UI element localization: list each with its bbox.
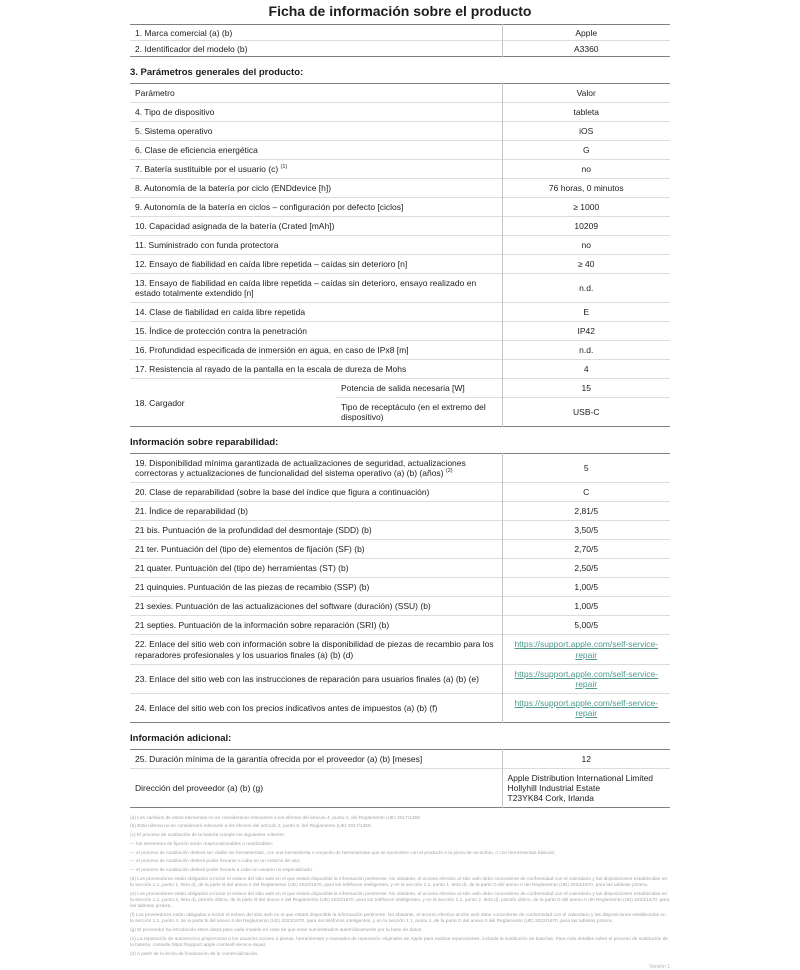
param-label: 17. Resistencia al rayado de la pantalla en la escala de dureza de Mohs [130, 360, 502, 379]
charger-subparam-value: USB-C [502, 398, 670, 427]
param-label: 21 septies. Puntuación de la información sobre reparación (SRI) (b) [130, 616, 502, 635]
charger-subparam-label: Tipo de receptáculo (en el extremo del dispositivo) [336, 398, 502, 427]
supplier-address-line: Hollyhill Industrial Estate [507, 782, 601, 793]
column-header-valor: Valor [502, 84, 670, 103]
table-row [130, 160, 670, 179]
footnote-ref: (2) [445, 468, 453, 475]
table-row [130, 25, 670, 41]
param-value: iOS [502, 122, 670, 141]
table-row [130, 664, 670, 693]
table-row [130, 217, 670, 236]
param-label: 8. Autonomía de la batería por ciclo (ENDdevice [h]) [130, 179, 502, 198]
page-title: Ficha de información sobre el producto [268, 3, 532, 19]
footnote: — el proceso de sustitución deberá ser viable sin herramientas, con una herramienta o conjunto de herramientas que se suministre con el producto o la pieza de recambio, o con herramientas básicas; [130, 850, 556, 856]
table-row [130, 360, 670, 379]
table-row [130, 141, 670, 160]
param-label: 24. Enlace del sitio web con los precios indicativos antes de impuestos (a) (b) (f) [130, 693, 502, 722]
param-value: ≥ 1000 [502, 198, 670, 217]
param-value: 2,81/5 [502, 502, 670, 521]
param-value [502, 664, 670, 693]
table-row [130, 274, 670, 303]
param-value: no [502, 160, 670, 179]
param-value: 2,50/5 [502, 559, 670, 578]
param-value: 2,70/5 [502, 540, 670, 559]
param-value: Apple [502, 25, 670, 41]
param-value: 1,00/5 [502, 597, 670, 616]
charger-row [130, 379, 670, 398]
param-label: 21. Índice de reparabilidad (b) [130, 502, 502, 521]
param-value: G [502, 141, 670, 160]
table-row [130, 635, 670, 664]
param-label: 15. Índice de protección contra la penetración [130, 322, 502, 341]
param-value [502, 635, 670, 664]
param-value: E [502, 303, 670, 322]
spare-parts-availability-link[interactable]: https://support.apple.com/self-service-repair [514, 639, 659, 660]
param-value: A3360 [502, 41, 670, 57]
table-header-row [130, 84, 670, 103]
table-row [130, 616, 670, 635]
param-label: 13. Ensayo de fiabilidad en caída libre repetida – caídas sin deterioro, ensayo realizado en estado totalmente extendido [n] [130, 274, 502, 303]
param-value: ≥ 40 [502, 255, 670, 274]
footnote: (c) El proceso de sustitución de la batería cumple los siguientes criterios: [130, 833, 285, 839]
param-label: Dirección del proveedor (a) (b) (g) [130, 768, 502, 807]
section-heading-general: 3. Parámetros generales del producto: [130, 67, 304, 79]
version-label: Versión 1 [649, 963, 670, 970]
param-label: 1. Marca comercial (a) (b) [135, 27, 233, 38]
table-row [130, 255, 670, 274]
param-value [502, 693, 670, 722]
param-value: 10209 [502, 217, 670, 236]
param-label: 18. Cargador [130, 379, 336, 427]
table-row [130, 41, 670, 57]
footnote: — el proceso de sustitución deberá poder llevarse a cabo en un entorno de uso; [130, 859, 301, 865]
param-label: 7. Batería sustituible por el usuario (c) $^{(1)}$ [130, 160, 502, 179]
table-row [130, 198, 670, 217]
param-value: 76 horas, 0 minutos [502, 179, 670, 198]
general-parameters-table [130, 83, 670, 427]
footnote: — los elementos de fijación serán reaprovisionables o reutilizables; [130, 841, 273, 847]
column-header-parametro: Parámetro [135, 88, 175, 99]
table-row [130, 483, 670, 502]
charger-subparam-label: Potencia de salida necesaria [W] [336, 379, 502, 398]
param-label: 2. Identificador del modelo (b) [130, 41, 502, 57]
param-value: n.d. [502, 274, 670, 303]
footnote: (g) El proveedor ha introducido estos datos para cada modelo en caso de que sean suministrados automáticamente por la base de datos. [130, 927, 423, 933]
table-row [130, 303, 670, 322]
table-row [130, 236, 670, 255]
param-label: 14. Clase de fiabilidad en caída libre repetida [130, 303, 502, 322]
supplier-address [502, 768, 670, 807]
table-row [130, 502, 670, 521]
param-label: 25. Duración mínima de la garantía ofrecida por el proveedor (a) (b) [meses] [135, 753, 423, 764]
supplier-address-line: T23YK84 Cork, Irlanda [507, 792, 594, 803]
param-value: tableta [502, 103, 670, 122]
param-value: 12 [502, 749, 670, 768]
param-label: 6. Clase de eficiencia energética [130, 141, 502, 160]
param-label: 19. Disponibilidad mínima garantizada de actualizaciones de seguridad, actualizaciones correctoras y actualizaciones de funcionalidad del sistema operativo (a) (b) (años) $^{(2)}$ [135, 458, 466, 479]
param-label: 5. Sistema operativo [130, 122, 502, 141]
table-row [130, 454, 670, 483]
table-row [130, 578, 670, 597]
section-heading-additional: Información adicional: [130, 732, 232, 744]
param-label: 20. Clase de reparabilidad (sobre la base del índice que figura a continuación) [130, 483, 502, 502]
param-label: 21 quater. Puntuación del (tipo de) herramientas (ST) (b) [130, 559, 502, 578]
param-value: IP42 [502, 322, 670, 341]
param-label: 4. Tipo de dispositivo [130, 103, 502, 122]
footnote: (e) Los proveedores están obligados a incluir el enlace del sitio web en el que estará disponible la información pertinente. No obstante, el acceso efectivo al sitio web debe concederse de conformidad con el calendario y las disposiciones establecidas en la sección 1.1, punto 2, letra d), párrafo último, de la parte B del anexo II del Reglamento (UE) 2023/1670, para los teléfonos inteligentes, y en la sección 1.1, punto 2, letra d), párrafo último, de la parte D del anexo II del Reglamento (UE) 2023/1670, para las tabletas pizarra. [130, 891, 670, 910]
additional-info-table [130, 749, 670, 808]
param-value: 5,00/5 [502, 616, 670, 635]
table-row [130, 559, 670, 578]
table-row [130, 540, 670, 559]
param-label: 22. Enlace del sitio web con información sobre la disponibilidad de piezas de recambio para los reparadores profesionales y los usuarios finales (a) (b) (d) [130, 635, 502, 664]
identification-table [130, 24, 670, 57]
param-value: n.d. [502, 341, 670, 360]
table-row [130, 749, 670, 768]
param-label: 21 sexies. Puntuación de las actualizaciones del software (duración) (SSU) (b) [130, 597, 502, 616]
param-value: C [502, 483, 670, 502]
footnote-ref: (1) [280, 164, 288, 171]
param-value: no [502, 236, 670, 255]
repairability-table [130, 453, 670, 722]
footnote: (d) Los proveedores están obligados a incluir el enlace del sitio web en el que estará disponible la información pertinente. No obstante, el acceso efectivo al sitio web debe concederse de conformidad con el calendario y las disposiciones establecidas en la sección 1.1, punto 1, letra d), de la parte B del anexo II del Reglamento (UE) 2023/1670, para los teléfonos inteligentes, y en la sección 1.1, punto 1, letra d), de la parte D del anexo II del Reglamento (UE) 2023/1670, para las tabletas pizarra. [130, 876, 668, 889]
table-row [130, 597, 670, 616]
footnote: (f) Los proveedores están obligados a incluir el enlace del sitio web en el que estará disponible la información pertinente. No obstante, el acceso efectivo al sitio web debe concederse de conformidad con el calendario y las disposiciones establecidas en la sección 1.1, punto 4, de la parte B del anexo II del Reglamento (UE) 2023/1670, para los teléfonos inteligentes, y en la sección 1.1, punto 4, de la parte D del anexo II del Reglamento (UE) 2023/1670, para las tabletas pizarra. [130, 912, 666, 925]
param-value: 1,00/5 [502, 578, 670, 597]
param-label: 21 ter. Puntuación del (tipo de) elementos de fijación (SF) (b) [130, 540, 502, 559]
param-label: 10. Capacidad asignada de la batería (Crated [mAh]) [130, 217, 502, 236]
supplier-address-row [130, 768, 670, 807]
product-fiche [130, 0, 670, 970]
table-row [130, 521, 670, 540]
footnote: — el proceso de sustitución deberá poder llevarlo a cabo un usuario no especializado. [130, 868, 314, 874]
table-row [130, 341, 670, 360]
footnotes [130, 816, 670, 958]
footnote: (1) La reparación de autoservicio proporciona a los usuarios acceso a piezas, herramientas y manuales de reparación originales de Apple para realizar reparaciones, incluida la sustitución de baterías. Para más detalles sobre el proceso de sustitución de la batería, consulte https://support.apple.com/self-service-repair. [130, 936, 669, 948]
param-label: 11. Suministrado con funda protectora [130, 236, 502, 255]
repair-instructions-link[interactable]: https://support.apple.com/self-service-repair [514, 668, 659, 689]
table-row [130, 322, 670, 341]
table-row [130, 179, 670, 198]
table-row [130, 122, 670, 141]
param-value: 4 [502, 360, 670, 379]
charger-subparam-value: 15 [502, 379, 670, 398]
supplier-address-line: Apple Distribution International Limited [507, 772, 654, 783]
param-label: 21 bis. Puntuación de la profundidad del desmontaje (SDD) (b) [130, 521, 502, 540]
param-label: 16. Profundidad especificada de inmersión en agua, en caso de IPx8 [m] [130, 341, 502, 360]
footnote: (b) Esta rúbrica no se considerará relevante a los efectos del artículo 2, punto 6, del Reglamento (UE) 2017/1369. [130, 824, 372, 830]
param-value: 3,50/5 [502, 521, 670, 540]
param-label: 21 quinquies. Puntuación de las piezas de recambio (SSP) (b) [130, 578, 502, 597]
footnote: (a) Los cambios de estos elementos no se considerarán relevantes a los efectos del artículo 4, punto 4, del Reglamento (UE) 2017/1369. [130, 815, 422, 821]
param-label: 9. Autonomía de la batería en ciclos – configuración por defecto [ciclos] [130, 198, 502, 217]
param-label: 12. Ensayo de fiabilidad en caída libre repetida – caídas sin deterioro [n] [130, 255, 502, 274]
param-value: 5 [502, 454, 670, 483]
indicative-prices-link[interactable]: https://support.apple.com/self-service-repair [514, 697, 659, 718]
table-row [130, 103, 670, 122]
param-label: 23. Enlace del sitio web con las instrucciones de reparación para usuarios finales (a) (b) (e) [130, 664, 502, 693]
table-row [130, 693, 670, 722]
footnote: (2) A partir de la fecha de finalización de la comercialización. [130, 951, 259, 957]
section-heading-repairability: Información sobre reparabilidad: [130, 437, 279, 449]
